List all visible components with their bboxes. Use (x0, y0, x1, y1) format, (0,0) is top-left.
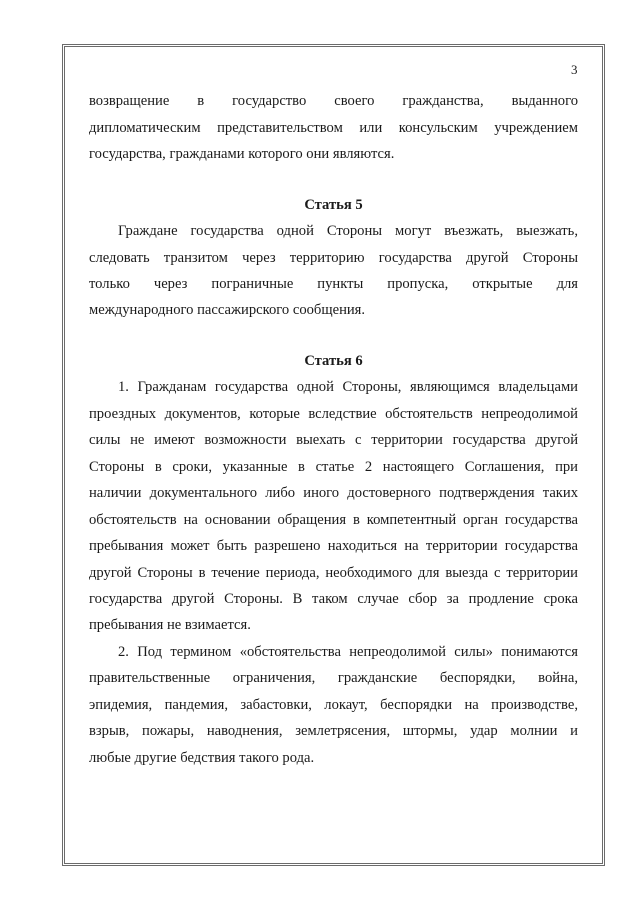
text-line: правительственные ограничения, гражданские беспорядки, война, (89, 670, 578, 686)
text-line: дипломатическим представительством или консульским учреждением (89, 120, 578, 136)
text-line: любые другие бедствия такого рода. (89, 750, 315, 766)
text-line: силы не имеют возможности выехать с территории государства другой (89, 432, 578, 448)
text-line: наличии документального либо иного достоверного подтверждения таких (89, 485, 578, 501)
text-line: государства, гражданами которого они являются. (89, 146, 395, 162)
text-line: обстоятельств на основании обращения в компетентный орган государства (89, 512, 578, 528)
page-border (62, 44, 605, 866)
article-6-heading: Статья 6 (304, 353, 363, 369)
text-line: 2. Под термином «обстоятельства непреодолимой силы» понимаются (118, 644, 578, 660)
text-line: следовать транзитом через территорию государства другой Стороны (89, 250, 578, 266)
article-5-heading: Статья 5 (304, 197, 363, 213)
text-line: взрыв, пожары, наводнения, землетрясения, штормы, удар молнии и (89, 723, 578, 739)
text-line: только через пограничные пункты пропуска, открытые для (89, 276, 578, 292)
text-line: пребывания не взимается. (89, 617, 251, 633)
text-line: государства другой Стороны. В таком случае сбор за продление срока (89, 591, 578, 607)
page-number: 3 (571, 62, 578, 77)
text-line: Стороны в сроки, указанные в статье 2 настоящего Соглашения, при (89, 459, 578, 475)
text-line: Граждане государства одной Стороны могут въезжать, выезжать, (118, 223, 578, 239)
text-line: международного пассажирского сообщения. (89, 302, 366, 318)
text-line: проездных документов, которые вследствие обстоятельств непреодолимой (89, 406, 578, 422)
text-line: 1. Гражданам государства одной Стороны, являющимся владельцами (118, 379, 578, 395)
text-line: эпидемия, пандемия, забастовки, локаут, беспорядки на производстве, (89, 697, 578, 713)
text-line: возвращение в государство своего гражданства, выданного (89, 93, 578, 109)
text-line: другой Стороны в течение периода, необходимого для выезда с территории (89, 565, 578, 581)
text-line: пребывания может быть разрешено находиться на территории государства (89, 538, 578, 554)
